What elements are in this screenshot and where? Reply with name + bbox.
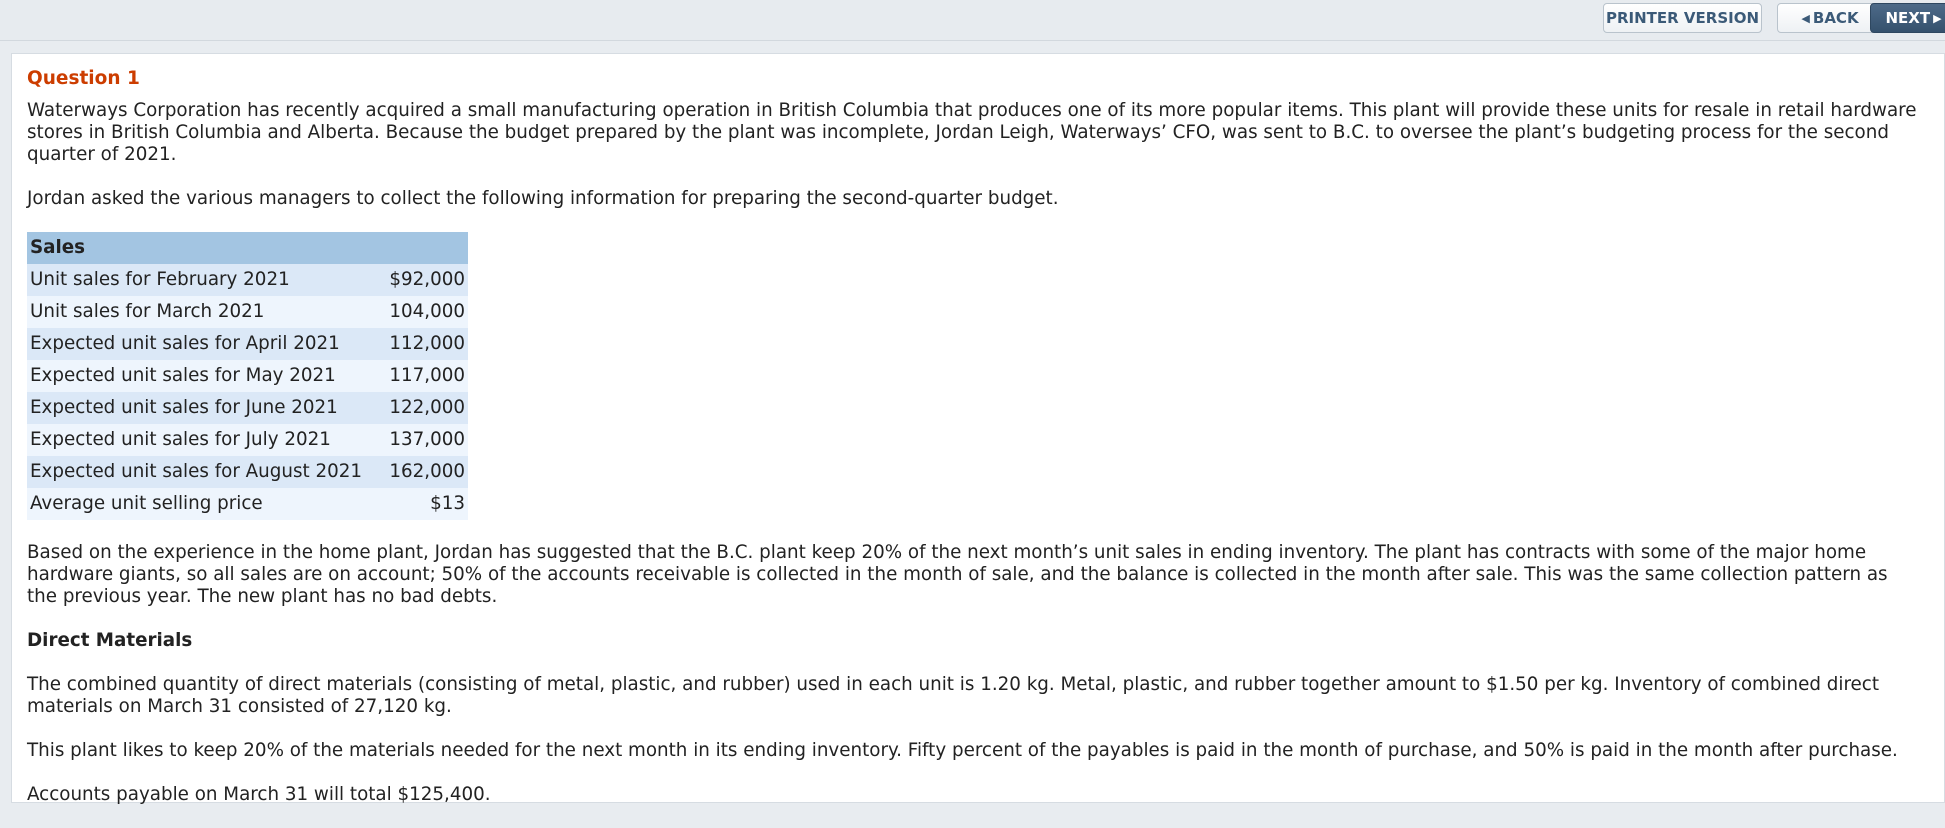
row-value: 137,000 [382, 424, 468, 456]
row-value: 112,000 [382, 328, 468, 360]
table-row [27, 488, 468, 520]
row-value: $92,000 [382, 264, 468, 296]
next-label: NEXT [1885, 9, 1931, 27]
row-value: 117,000 [382, 360, 468, 392]
row-value: $13 [382, 488, 468, 520]
table-row [27, 424, 468, 456]
row-label: Expected unit sales for June 2021 [27, 392, 382, 424]
row-value: 162,000 [382, 456, 468, 488]
question-content [27, 68, 1922, 828]
table-row [27, 328, 468, 360]
table-row [27, 456, 468, 488]
row-label: Expected unit sales for April 2021 [27, 328, 382, 360]
sales-table-header: Sales [27, 232, 468, 264]
question-title: Question 1 [27, 68, 140, 89]
row-label: Unit sales for February 2021 [27, 264, 382, 296]
inventory-paragraph: Based on the experience in the home plant, Jordan has suggested that the B.C. plant keep 20% of the next month’s unit sales in ending inventory. The plant has contracts with some of the major home hardware giants, so all sales are on account; 50% of the accounts receivable is collected in the month of sale, and the balance is collected in the month after sale. This was the same collection pattern as the previous year. The new plant has no bad debts. [27, 542, 1888, 607]
row-label: Average unit selling price [27, 488, 382, 520]
table-row [27, 296, 468, 328]
printer-version-label: PRINTER VERSION [1605, 9, 1760, 27]
dm-policy-paragraph: This plant likes to keep 20% of the materials needed for the next month in its ending inventory. Fifty percent of the payables is paid in the month of purchase, and 50% is paid in the month after purchase. [27, 740, 1898, 761]
accounts-payable-paragraph: Accounts payable on March 31 will total $125,400. [27, 784, 491, 805]
top-toolbar [0, 0, 1945, 41]
caret-right-icon: ▶ [1933, 12, 1942, 25]
next-button[interactable] [1870, 3, 1945, 33]
printer-version-button[interactable] [1603, 3, 1762, 33]
direct-materials-heading: Direct Materials [27, 630, 193, 651]
table-row [27, 392, 468, 424]
row-value: 122,000 [382, 392, 468, 424]
row-label: Expected unit sales for August 2021 [27, 456, 382, 488]
intro-paragraph: Waterways Corporation has recently acquired a small manufacturing operation in British Columbia that produces one of its more popular items. This plant will provide these units for resale in retail hardware stores in British Columbia and Alberta. Because the budget prepared by the plant was incomplete, Jordan Leigh, Waterways’ CFO, was sent to B.C. to oversee the plant’s budgeting process for the second quarter of 2021. [27, 100, 1917, 165]
row-label: Expected unit sales for July 2021 [27, 424, 382, 456]
back-label: BACK [1812, 9, 1859, 27]
table-row [27, 264, 468, 296]
ask-paragraph: Jordan asked the various managers to collect the following information for preparing the second-quarter budget. [27, 188, 1059, 209]
caret-left-icon: ◀ [1801, 12, 1810, 25]
back-button[interactable] [1777, 3, 1880, 33]
sales-table-header-row [27, 232, 468, 264]
sales-table [27, 232, 468, 520]
row-value: 104,000 [382, 296, 468, 328]
table-row [27, 360, 468, 392]
dm-quantity-paragraph: The combined quantity of direct materials (consisting of metal, plastic, and rubber) used in each unit is 1.20 kg. Metal, plastic, and rubber together amount to $1.50 per kg. Inventory of combined direct materials on March 31 consisted of 27,120 kg. [27, 674, 1880, 717]
row-label: Expected unit sales for May 2021 [27, 360, 382, 392]
row-label: Unit sales for March 2021 [27, 296, 382, 328]
question-panel [11, 53, 1945, 803]
